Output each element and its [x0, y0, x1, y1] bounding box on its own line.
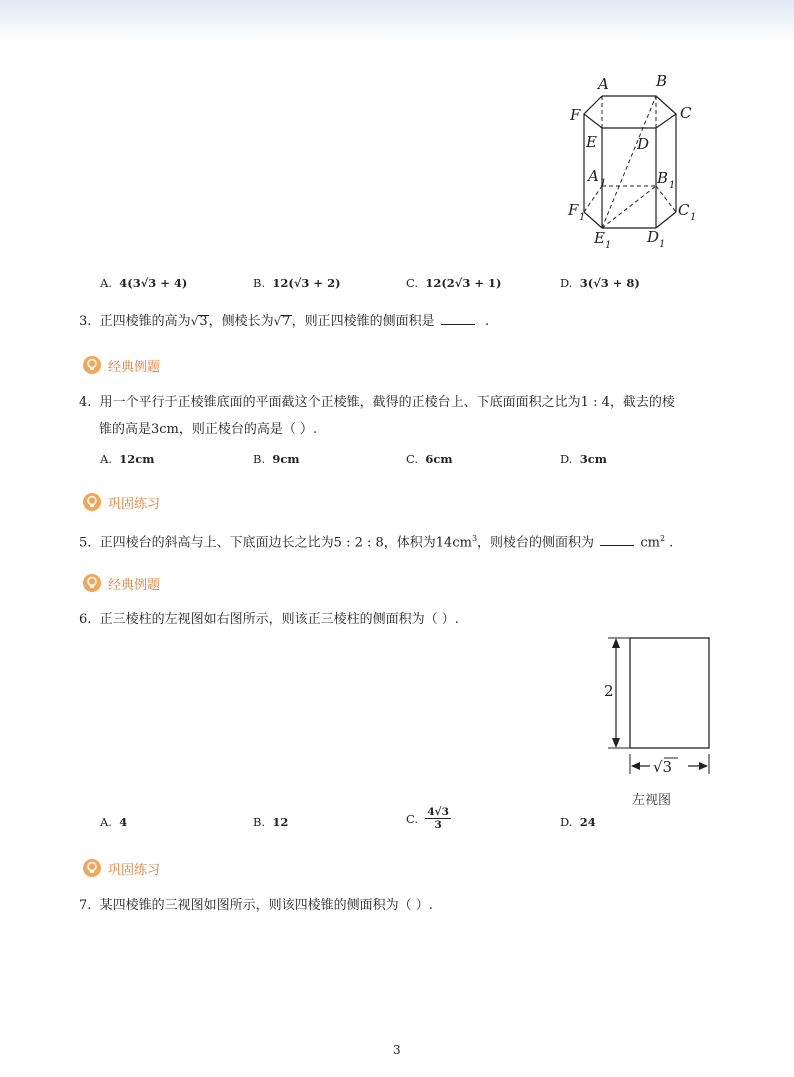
section-header-example: 经典例题	[82, 573, 160, 593]
lightbulb-icon	[82, 355, 102, 375]
vertex-sub-c1: 1	[690, 212, 697, 223]
lightbulb-icon	[82, 858, 102, 878]
q2-option-d: D. 3(√3 + 8)	[560, 276, 640, 290]
vertex-label-b1: B	[657, 169, 669, 187]
q6-option-c: C. $\frac{4√3}{3}$	[406, 806, 449, 831]
side-view-caption: 左视图	[632, 793, 672, 808]
height-label: 2	[604, 682, 614, 700]
sqrt-3: √ 3	[190, 314, 208, 329]
section-header-example: 经典例题	[82, 355, 160, 375]
vertex-sub-d1: 1	[659, 239, 666, 250]
vertex-label-a1: A	[588, 167, 599, 185]
question-4-line2: 锥的高是3cm，则正棱台的高是（ ）.	[99, 422, 318, 437]
vertex-label-f1: F	[568, 201, 579, 219]
vertex-label-e: E	[586, 133, 597, 151]
q4-option-b: B. 9cm	[253, 452, 300, 466]
section-header-practice: 巩固练习	[82, 858, 160, 878]
q2-option-a: A. 4(3√3 + 4)	[100, 276, 188, 290]
page-number: 3	[393, 1043, 401, 1057]
q4-option-d: D. 3cm	[560, 452, 607, 466]
q6-option-b: B. 12	[253, 815, 289, 829]
hexagonal-prism-figure	[560, 68, 710, 253]
sqrt-7: √ 7	[273, 314, 291, 329]
lightbulb-icon	[82, 492, 102, 512]
vertex-label-a: A	[598, 75, 609, 93]
q2-option-b: B. 12(√3 + 2)	[253, 276, 341, 290]
header-band	[0, 0, 794, 40]
vertex-label-f: F	[570, 106, 581, 124]
vertex-label-c: C	[680, 104, 692, 122]
vertex-sub-e1: 1	[605, 240, 612, 251]
width-label: √3	[653, 758, 673, 776]
fraction: $\frac{4√3}{3}$	[427, 806, 449, 831]
lightbulb-icon	[82, 573, 102, 593]
q6-option-d: D. 24	[560, 815, 596, 829]
q6-option-a: A. 4	[100, 815, 128, 829]
side-view-figure	[598, 632, 716, 780]
vertex-sub-b1: 1	[669, 180, 676, 191]
q4-option-c: C. 6cm	[406, 452, 453, 466]
vertex-label-c1: C	[678, 201, 690, 219]
question-7: 7. 某四棱锥的三视图如图所示，则该四棱锥的侧面积为（ ）.	[79, 898, 433, 913]
question-4-line1: 4. 用一个平行于正棱锥底面的平面截这个正棱锥，截得的正棱台上、下底面面积之比为1 : 4，截去的棱	[79, 395, 675, 410]
question-6: 6. 正三棱柱的左视图如右图所示，则该正三棱柱的侧面积为（ ）.	[79, 612, 459, 627]
answer-blank[interactable]	[441, 312, 475, 325]
section-header-practice: 巩固练习	[82, 492, 160, 512]
vertex-label-d1: D	[647, 228, 660, 246]
vertex-sub-a1: 1	[600, 178, 607, 189]
q2-option-c: C. 12(2√3 + 1)	[406, 276, 502, 290]
question-3: 3. 正四棱锥的高为 √ 3 ，侧棱长为 √ 7 ，则正四棱锥的侧面积是 .	[79, 314, 490, 329]
vertex-sub-f1: 1	[579, 212, 586, 223]
q4-option-a: A. 12cm	[100, 452, 155, 466]
vertex-label-b: B	[656, 72, 668, 90]
vertex-label-d: D	[637, 135, 650, 153]
vertex-label-e1: E	[594, 229, 605, 247]
answer-blank[interactable]	[600, 533, 634, 546]
question-5: 5. 正四棱台的斜高与上、下底面边长之比为5 : 2 : 8，体积为$14cm^3$，则棱台的侧面积为 $cm^2$ .	[79, 534, 674, 551]
